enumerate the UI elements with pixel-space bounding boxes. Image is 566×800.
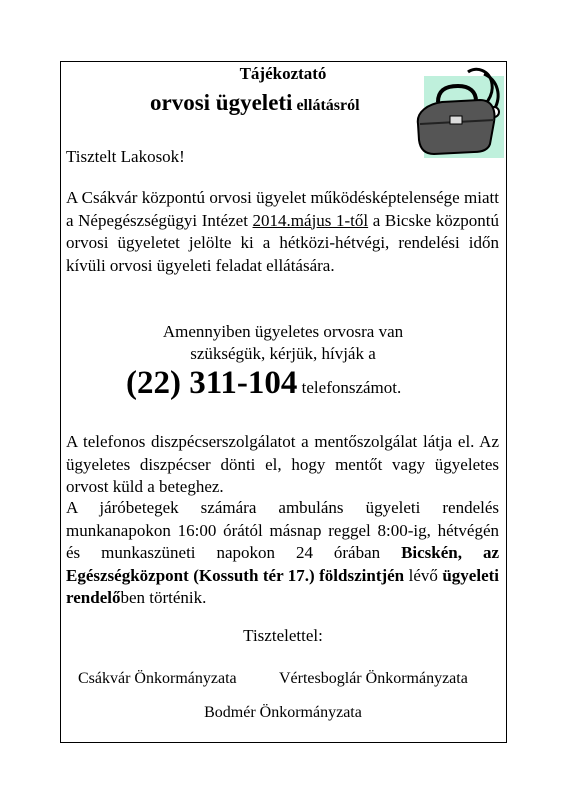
callout-line2: szükségük, kérjük, hívják a (190, 344, 376, 363)
signature-bodmer: Bodmér Önkormányzata (204, 704, 362, 721)
intro-text-2: a Bicske központú orvosi ügyeletet jelölte ki a hétközi-hétvégi, rendelési időn kívüli orvosi ügyeleti feladat ellátására. (66, 210, 500, 275)
title-line1: Tájékoztató (239, 64, 327, 83)
signature-csakvar: Csákvár Önkormányzata (78, 670, 237, 687)
title-suffix: ellátásról (296, 97, 360, 114)
greeting: Tisztelt Lakosok! (66, 147, 185, 166)
outpatient-text-1: A járóbetegek számára ambuláns ügyeleti rendelés munkanapokon 16:00 órától másnap reggel 8:00-ig, hétvégén és munkaszüneti napokon 24 órában (66, 498, 499, 562)
paragraph-outpatient (66, 497, 499, 610)
outpatient-text-3: ben történik. (120, 588, 207, 607)
paragraph-intro (66, 187, 499, 277)
phone-suffix: telefonszámot. (297, 378, 402, 397)
paragraph-dispatch: A telefonos diszpécserszolgálatot a mentőszolgálat látja el. Az ügyeletes diszpécser dönti el, hogy mentőt vagy ügyeletes orvost küld a beteghez. (66, 432, 499, 496)
page-title (150, 90, 360, 116)
title-main: orvosi ügyeleti (150, 90, 293, 115)
outpatient-location: Bicskén, az Egészségközpont (Kossuth tér 17.) földszintjén (66, 543, 499, 585)
outpatient-clinic: ügyeleti rendelő (66, 565, 499, 607)
signature-vertesboglar: Vértesboglár Önkormányzata (279, 670, 468, 687)
callout-line1: Amennyiben ügyeletes orvosra van (162, 322, 404, 341)
closing: Tisztelettel: (243, 626, 323, 645)
intro-text-1: A Csákvár központú orvosi ügyelet működésképtelensége miatt a Népegészségügyi Intézet (66, 188, 499, 230)
phone-line (126, 365, 401, 402)
outpatient-text-2: lévő (404, 565, 443, 585)
intro-date: 2014.május 1-től (252, 210, 369, 230)
doctor-bag-stethoscope-icon (410, 66, 506, 162)
phone-number: (22) 311-104 (126, 365, 298, 401)
